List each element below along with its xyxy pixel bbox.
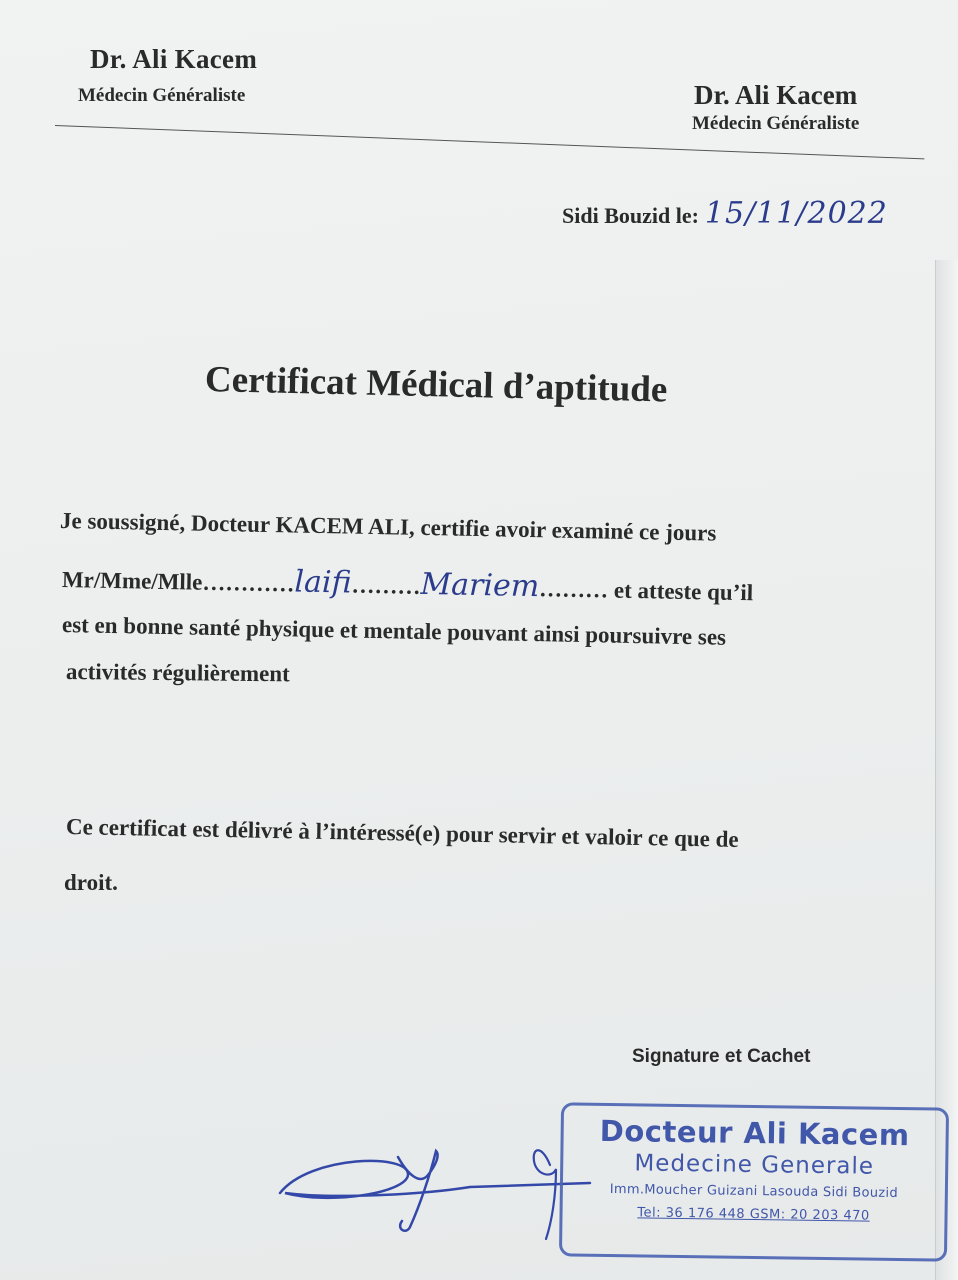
body-line-2 (62, 560, 754, 608)
attestation-text: ……… et atteste qu’il (538, 576, 754, 606)
handwritten-first-name: laifi (294, 564, 352, 601)
civility-label: Mr/Mme/Mlle………… (61, 567, 295, 597)
header-right (692, 80, 859, 135)
stamp-phone: Tel: 36 176 448 GSM: 20 203 470 (637, 1205, 870, 1224)
doctor-stamp (559, 1102, 949, 1261)
body-line-6: droit. (64, 870, 118, 895)
date-label: Sidi Bouzid le: (562, 203, 699, 228)
stamp-address: Imm.Moucher Guizani Lasouda Sidi Bouzid (609, 1181, 899, 1202)
signature-label: Signature et Cachet (632, 1046, 811, 1067)
body-line-5: Ce certificat est délivré à l’intéressé(e) pour servir et valoir ce que de (65, 814, 739, 852)
dots-spacer: ……… (351, 572, 421, 599)
header-left (78, 44, 258, 107)
body-line-4: activités régulièrement (65, 659, 290, 687)
body-line-1: Je soussigné, Docteur KACEM ALI, certifie avoir examiné ce jours (59, 508, 717, 546)
document-title: Certificat Médical d’aptitude (204, 359, 668, 411)
doctor-name-right: Dr. Ali Kacem (694, 80, 858, 110)
date-line (562, 196, 888, 231)
stamp-specialty: Medecine Generale (634, 1150, 875, 1180)
stamp-name: Docteur Ali Kacem (599, 1113, 910, 1153)
handwritten-last-name: Mariem (420, 566, 540, 605)
doctor-role-left: Médecin Généraliste (78, 85, 246, 106)
body-line-3: est en bonne santé physique et mentale pouvant ainsi poursuivre ses (61, 612, 727, 650)
doctor-role-right: Médecin Généraliste (692, 113, 860, 134)
doctor-name-left: Dr. Ali Kacem (90, 44, 258, 74)
handwritten-date: 15/11/2022 (704, 196, 888, 231)
handwritten-signature (270, 1135, 600, 1245)
